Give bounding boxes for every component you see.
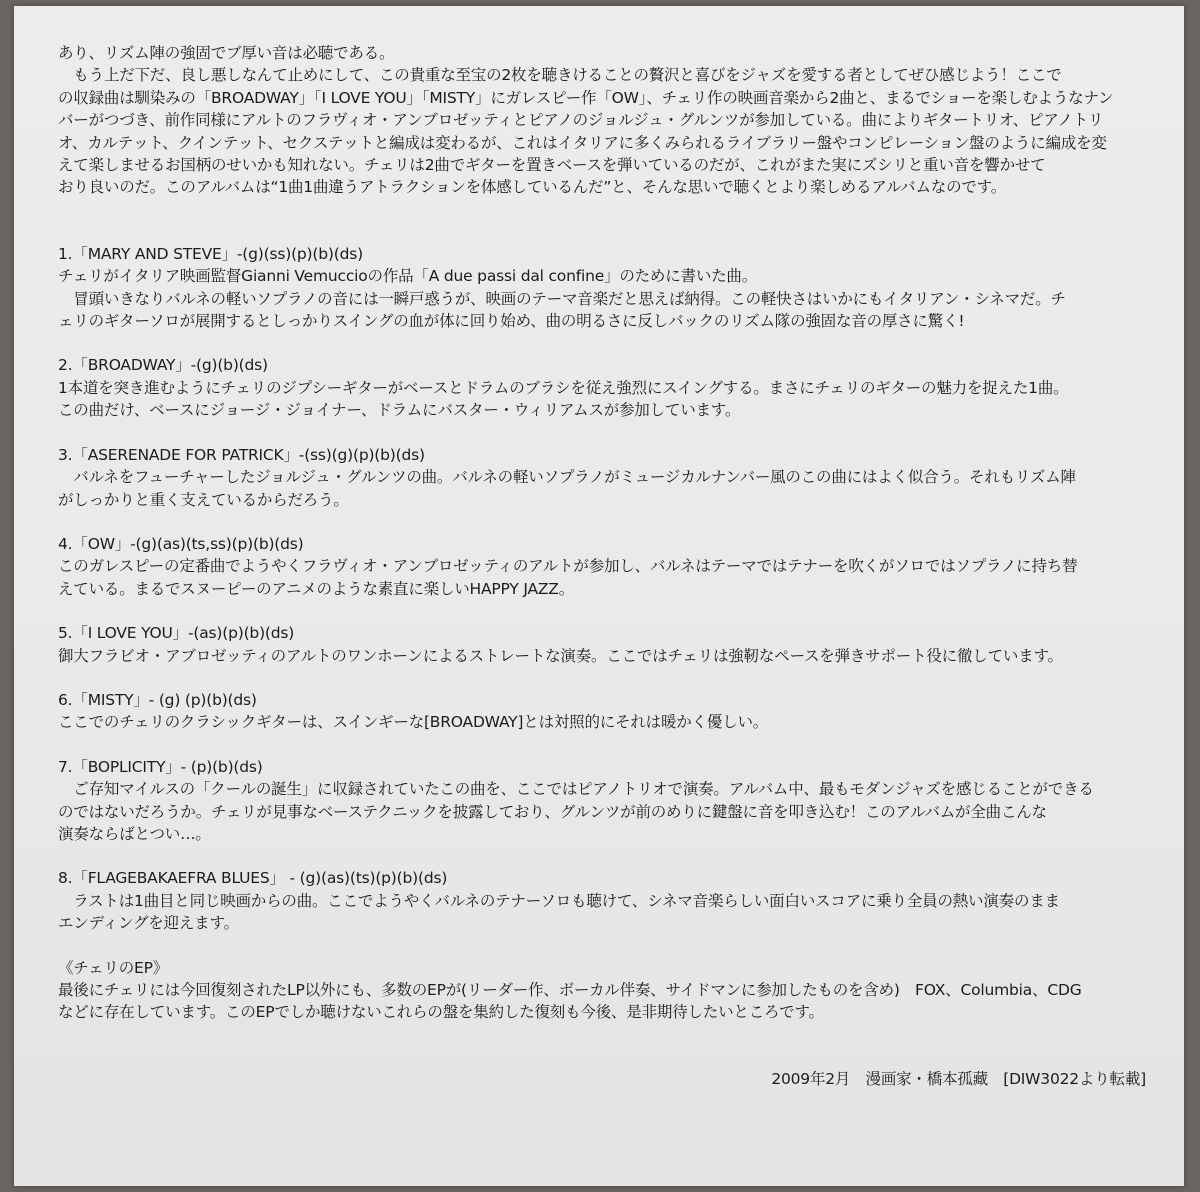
track-title: 3.「ASERENADE FOR PATRICK」-(ss)(g)(p)(b)(ds) <box>58 445 425 464</box>
intro-line: オ、カルテット、クインテット、セクステットと編成は変わるが、これはイタリアに多くみられるライブラリー盤やコンピレーション盤のように編成を変 <box>58 133 1107 152</box>
track-line: このガレスピーの定番曲でようやくフラヴィオ・アンブロゼッティのアルトが参加し、バルネはテーマではテナーを吹くがソロではソプラノに持ち替 <box>58 557 1078 576</box>
liner-notes-page <box>14 6 1184 1186</box>
track-line: ラストは1曲目と同じ映画からの曲。ここでようやくバルネのテナーソロも聴けて、シネマ音楽らしい面白いスコアに乗り全員の熱い演奏のまま <box>58 891 1060 910</box>
track-line: ここでのチェリのクラシックギターは、スインギーな[BROADWAY]とは対照的にそれは暖かく優しい。 <box>58 713 769 732</box>
track-title: 4.「OW」-(g)(as)(ts,ss)(p)(b)(ds) <box>58 534 304 553</box>
track-line: エンディングを迎えます。 <box>58 914 239 933</box>
intro-line: の収録曲は馴染みの「BROADWAY」「I LOVE YOU」「MISTY」にガレスピー作「OW」、チェリ作の映画音楽から2曲と、まるでショーを楽しむようなナン <box>58 88 1114 107</box>
intro-line: もう上だ下だ、良し悪しなんて止めにして、この貴重な至宝の2枚を聴きけることの贅沢と喜びをジャズを愛する者としてぜひ感じよう！ここで <box>58 66 1062 85</box>
track-line: 1本道を突き進むようにチェリのジプシーギターがベースとドラムのブラシを従え強烈にスイングする。まさにチェリのギターの魅力を捉えた1曲。 <box>58 378 1069 397</box>
track-6 <box>58 689 1164 734</box>
ep-section-title: 《チェリのEP》 <box>58 958 169 977</box>
track-line: この曲だけ、ベースにジョージ・ジョイナー、ドラムにバスター・ウィリアムスが参加しています。 <box>58 401 741 420</box>
author-credit: 2009年2月 漫画家・橋本孤藏 [DIW3022より転載] <box>771 1069 1146 1088</box>
track-line: ェリのギターソロが展開するとしっかりスイングの血が体に回り始め、曲の明るさに反しバックのリズム隊の強固な音の厚さに驚く! <box>58 312 965 331</box>
track-title: 2.「BROADWAY」-(g)(b)(ds) <box>58 356 268 375</box>
liner-notes-text <box>58 42 1164 1090</box>
ep-section-line: 最後にチェリには今回復刻されたLP以外にも、多数のEPが(リーダー作、ボーカル伴奏、サイドマンに参加したものを含め) FOX、Columbia、CDG <box>58 981 1082 999</box>
track-line: のではないだろうか。チェリが見事なベーステクニックを披露しており、グルンツが前のめりに鍵盤に音を叩き込む！このアルバムが全曲こんな <box>58 802 1047 821</box>
track-5 <box>58 622 1164 667</box>
track-title: 8.「FLAGEBAKAEFRA BLUES」 - (g)(as)(ts)(p)(b)(ds) <box>58 869 448 888</box>
intro-paragraph <box>58 42 1164 199</box>
ep-section-line: などに存在しています。このEPでしか聴けないこれらの盤を集約した復刻も今後、是非期待したいところです。 <box>58 1003 824 1022</box>
track-title: 5.「I LOVE YOU」-(as)(p)(b)(ds) <box>58 624 295 643</box>
track-line: 演奏ならばとつい…。 <box>58 824 211 843</box>
track-1 <box>58 243 1164 333</box>
track-line: チェリがイタリア映画監督Gianni Vemuccioの作品「A due passi dal confine」のために書いた曲。 <box>58 267 758 286</box>
track-line: がしっかりと重く支えているからだろう。 <box>58 490 349 509</box>
track-title: 7.「BOPLICITY」- (p)(b)(ds) <box>58 757 263 776</box>
track-line: えている。まるでスヌーピーのアニメのような素直に楽しいHAPPY JAZZ。 <box>58 579 574 598</box>
intro-line: バーがつづき、前作同様にアルトのフラヴィオ・アンブロゼッティとピアノのジョルジュ・グルンツが参加している。曲によりギタートリオ、ピアノトリ <box>58 111 1104 130</box>
intro-line: あり、リズム陣の強固でブ厚い音は必聴である。 <box>58 44 395 62</box>
intro-line: えて楽しませるお国柄のせいかも知れない。チェリは2曲でギターを置きベースを弾いているのだが、これがまた実にズシリと重い音を響かせて <box>58 156 1046 175</box>
track-3 <box>58 444 1164 511</box>
track-2 <box>58 354 1164 421</box>
track-8 <box>58 867 1164 934</box>
intro-line: おり良いのだ。このアルバムは“1曲1曲違うアトラクションを体感しているんだ”と、そんな思いで聴くとより楽しめるアルバムなのです。 <box>58 178 1007 197</box>
track-4 <box>58 533 1164 600</box>
track-line: 御大フラビオ・アブロゼッティのアルトのワンホーンによるストレートな演奏。ここではチェリは強靭なペースを弾きサポート役に徹しています。 <box>58 646 1063 665</box>
track-line: バルネをフューチャーしたジョルジュ・グルンツの曲。バルネの軽いソプラノがミュージカルナンバー風のこの曲にはよく似合う。それもリズム陣 <box>58 468 1076 487</box>
ep-section <box>58 957 1164 1024</box>
track-title: 6.「MISTY」- (g) (p)(b)(ds) <box>58 690 257 709</box>
track-title: 1.「MARY AND STEVE」-(g)(ss)(p)(b)(ds) <box>58 244 363 263</box>
track-7 <box>58 756 1164 846</box>
track-line: ご存知マイルスの「クールの誕生」に収録されていたこの曲を、ここではピアノトリオで演奏。アルバム中、最もモダンジャズを感じることができる <box>58 780 1094 799</box>
track-line: 冒頭いきなりバルネの軽いソプラノの音には一瞬戸惑うが、映画のテーマ音楽だと思えば納得。この軽快さはいかにもイタリアン・シネマだ。チ <box>58 289 1066 308</box>
